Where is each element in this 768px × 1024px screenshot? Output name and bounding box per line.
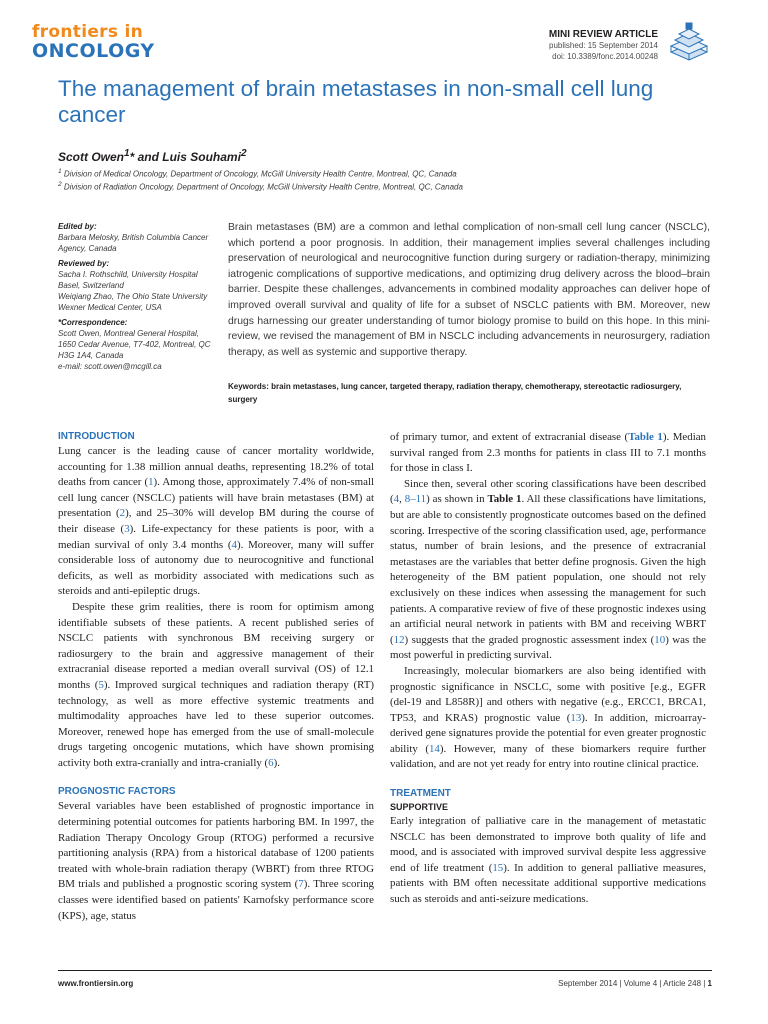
- doi[interactable]: doi: 10.3389/fonc.2014.00248: [552, 52, 658, 61]
- table-link[interactable]: Table 1: [487, 493, 522, 506]
- journal-name-top: frontiers in: [32, 22, 143, 42]
- text: ). Improved surgical techniques and radiation therapy (RT) technology, as well as more effective systemic treatments and multimodality approaches have led to these superior outcomes. Moreover, renewed hope has emerged from the use of small-molecule drugs targeting oncogenic mutations, which have shown promising activity both extra-cranially and intra-cranially (: [58, 678, 375, 769]
- journal-logo: [32, 24, 162, 64]
- affiliation-2: [58, 181, 463, 192]
- prognostic-paragraph-1-cont: [390, 430, 706, 477]
- text: ) suggests that the graded prognostic assessment index (: [404, 633, 655, 646]
- footer-divider: [58, 970, 712, 971]
- section-heading-prognostic-factors: PROGNOSTIC FACTORS: [58, 786, 176, 798]
- text: Increasingly, molecular biomarkers are also being identified with prognostic significance in NSCLC, some with positive [e.g., EGFR (del-19 and L858R)] and others with negative (e.g., ERCC1, BRCA1, TP53, and KRAS) prognostic value (: [390, 664, 706, 724]
- section-heading-introduction: INTRODUCTION: [58, 431, 135, 442]
- prognostic-paragraph-1: [58, 799, 374, 924]
- affiliation-2-text: Division of Radiation Oncology, Department of Oncology, McGill University Health Centre, Montreal, QC, Canada: [61, 182, 463, 192]
- corresponding-mark: *: [129, 150, 135, 164]
- article-info-sidebar: [58, 221, 218, 372]
- author-and: and: [134, 150, 163, 164]
- author-2[interactable]: Luis Souhami: [162, 150, 241, 164]
- text: ). Median survival ranged from 2.3 months for patients in class III to 7.1 months for those in class I.: [390, 431, 707, 475]
- section-heading-treatment: TREATMENT: [390, 788, 451, 800]
- treatment-paragraph-1: [390, 814, 706, 908]
- subsection-heading-supportive: SUPPORTIVE: [390, 802, 449, 813]
- text: ). Among those, approximately 7.4% of non-small cell lung cancer (NSCLC) patients will have brain metastases (BM) at presentation (: [58, 476, 375, 520]
- reviewed-by-label: Reviewed by:: [58, 259, 110, 268]
- citation-link[interactable]: 14: [428, 742, 440, 755]
- affiliation-1-text: Division of Medical Oncology, Department of Oncology, McGill University Health Centre, Montreal, QC, Canada: [61, 169, 457, 179]
- stacked-cube-icon: [667, 22, 711, 62]
- text: ) was the most powerful in predicting survival.: [390, 633, 706, 662]
- reviewer-2: Weiqiang Zhao, The Ohio State University Wexner Medical Center, USA: [58, 292, 208, 312]
- citation-link[interactable]: 4: [393, 493, 400, 506]
- keywords: [228, 380, 710, 406]
- published-date: published: 15 September 2014: [549, 41, 658, 50]
- text: Lung cancer is the leading cause of cancer mortality worldwide, accounting for 1.38 million annual deaths, representing 18.2% of total deaths from cancer (: [58, 445, 374, 489]
- prognostic-paragraph-2: [390, 477, 706, 664]
- citation-link[interactable]: 10: [654, 633, 666, 646]
- footer-citation: [450, 979, 712, 988]
- citation-link[interactable]: 13: [570, 711, 582, 724]
- reviewer-1: Sacha I. Rothschild, University Hospital Basel, Switzerland: [58, 270, 198, 290]
- text: ).: [273, 756, 280, 769]
- prognostic-paragraph-3: [390, 664, 706, 773]
- body-column-left: [58, 430, 374, 924]
- text: ). In addition to general palliative measures, patients with BM often necessitate additional supportive medications such as steroids and anti-seizure medications.: [390, 861, 707, 906]
- text: ). Moreover, many will suffer considerable loss of autonomy due to neurocognitive and functional deficits, as well as morbidity associated with medications such as steroids and anti-epileptic drugs.: [58, 538, 374, 598]
- footer-citation-text: September 2014 | Volume 4 | Article 248 |: [558, 979, 708, 988]
- correspondence-email[interactable]: e-mail: scott.owen@mcgill.ca: [58, 362, 162, 371]
- edited-by-label: Edited by:: [58, 222, 97, 231]
- citation-link[interactable]: 7: [298, 878, 304, 891]
- citation-link[interactable]: 5: [98, 678, 104, 691]
- citation-link[interactable]: 6: [268, 756, 274, 769]
- citation-link[interactable]: 15: [492, 861, 504, 874]
- text: ). In addition, microarray-derived gene signatures provide the potential for even greater prognostic ability (: [390, 711, 707, 755]
- text: Since then, several other scoring classifications have been described (: [390, 477, 706, 506]
- intro-paragraph-2: [58, 600, 374, 772]
- text: ,: [399, 493, 405, 506]
- citation-link[interactable]: 1: [148, 476, 154, 489]
- text: of primary tumor, and extent of extracranial disease (: [390, 431, 629, 443]
- correspondence-label: *Correspondence:: [58, 318, 128, 327]
- page-number: 1: [707, 979, 712, 988]
- abstract: Brain metastases (BM) are a common and lethal complication of non-small cell lung cancer (NSCLC), which portend a poor prognosis. In addition, their management implies several challenges including preservation of neurological and neurocognitive function during surgery or radiation-therapy, minimizing iatrogenic complications of supportive medications, and optimizing drug delivery across the blood–brain barrier. Despite these challenges, advancements in combined modality approaches can deliver hope of improved overall survival and quality of life for a subset of NSCLC patients with BM. Moreover, new drugs harnessing our greater understanding of tumor biology promise to build on this hope. In this mini-review, we revised the management of BM in NSCLC including advancements in neurosurgery, radiation therapy, as well as systemic and supportive therapy.: [228, 222, 710, 358]
- text: Early integration of palliative care in the management of metastatic NSCLC has been demonstrated to improve both quality of life and mood, and is associated with improved survival despite less aggressive end of life treatment (: [390, 815, 706, 874]
- citation-link[interactable]: 2: [119, 507, 126, 520]
- authors: [58, 148, 247, 164]
- text: Several variables have been established of prognostic importance in determining potential outcomes for patients harboring BM. In 1997, the Radiation Therapy Oncology Group (RTOG) performed a recursive partitioning analysis (RPA) from a historical database of 1200 patients treated with whole-brain radiation therapy (WBRT) from three RTOG BM trials and published a prognostic scoring system (: [58, 800, 374, 891]
- author-2-affil: 2: [240, 148, 247, 159]
- text: Despite these grim realities, there is room for optimism among identifiable subsets of these patients. A recent published series of NSCLC patients with synchronous BM receiving surgery or radiosurgery to the brain and aggressive management of their extracranial disease reported a median overall survival (OS) of 12.1 months (: [58, 600, 374, 691]
- keywords-label: Keywords:: [228, 382, 269, 391]
- table-link[interactable]: Table 1: [628, 431, 663, 443]
- intro-paragraph-1: [58, 444, 374, 600]
- author-1-affil: 1: [124, 148, 130, 159]
- author-1[interactable]: Scott Owen: [58, 150, 125, 164]
- correspondence-address: Scott Owen, Montreal General Hospital, 1650 Cedar Avenue, T7-402, Montreal, QC H3G 1A4, Canada: [58, 329, 211, 360]
- text: . All these classifications have limitations, but are able to consistently prognosticate outcomes based on the defined scoring. Irrespective of the scoring classification used, age, performance status, number of brain lesions, and the presence of extracranial metastases are the variables that better define prognosis. Given the high heterogeneity of the BM patient population, one should not rely exclusively on these indices when assessing the management for such patients. A comparative review of five of these prognostic indexes using an artificial neural network in patients with BM and receiving WBRT (: [390, 493, 707, 646]
- citation-link[interactable]: 8–11: [404, 493, 427, 506]
- affiliation-1: [58, 168, 457, 179]
- article-type: MINI REVIEW ARTICLE: [548, 29, 658, 40]
- article-title: The management of brain metastases in non-small cell lung cancer: [58, 76, 654, 127]
- text: ). However, many of these biomarkers require further validation, and are not yet ready for entry into routine clinical practice.: [390, 742, 706, 771]
- affiliation-2-num: 2: [58, 181, 62, 188]
- citation-link[interactable]: 3: [124, 522, 130, 535]
- text: ), and 25–30% will develop BM during the course of their disease (: [58, 507, 374, 535]
- footer-url[interactable]: www.frontiersin.org: [58, 979, 134, 988]
- affiliation-1-num: 1: [58, 168, 62, 175]
- citation-link[interactable]: 12: [393, 633, 405, 646]
- text: ). Three scoring classes were identified based on patients' Karnofsky performance score (KPS), age, status: [58, 878, 374, 922]
- journal-name-bottom: ONCOLOGY: [32, 40, 155, 62]
- body-column-right: [390, 430, 706, 908]
- editor: Barbara Melosky, British Columbia Cancer Agency, Canada: [58, 233, 209, 253]
- text: ). Life-expectancy for these patients is poor, with a median survival of only 3.4 months (: [58, 522, 374, 551]
- text: ) as shown in: [426, 493, 488, 506]
- keywords-text: brain metastases, lung cancer, targeted therapy, radiation therapy, chemotherapy, stereotactic radiosurgery, surgery: [228, 382, 682, 404]
- citation-link[interactable]: 4: [231, 538, 237, 551]
